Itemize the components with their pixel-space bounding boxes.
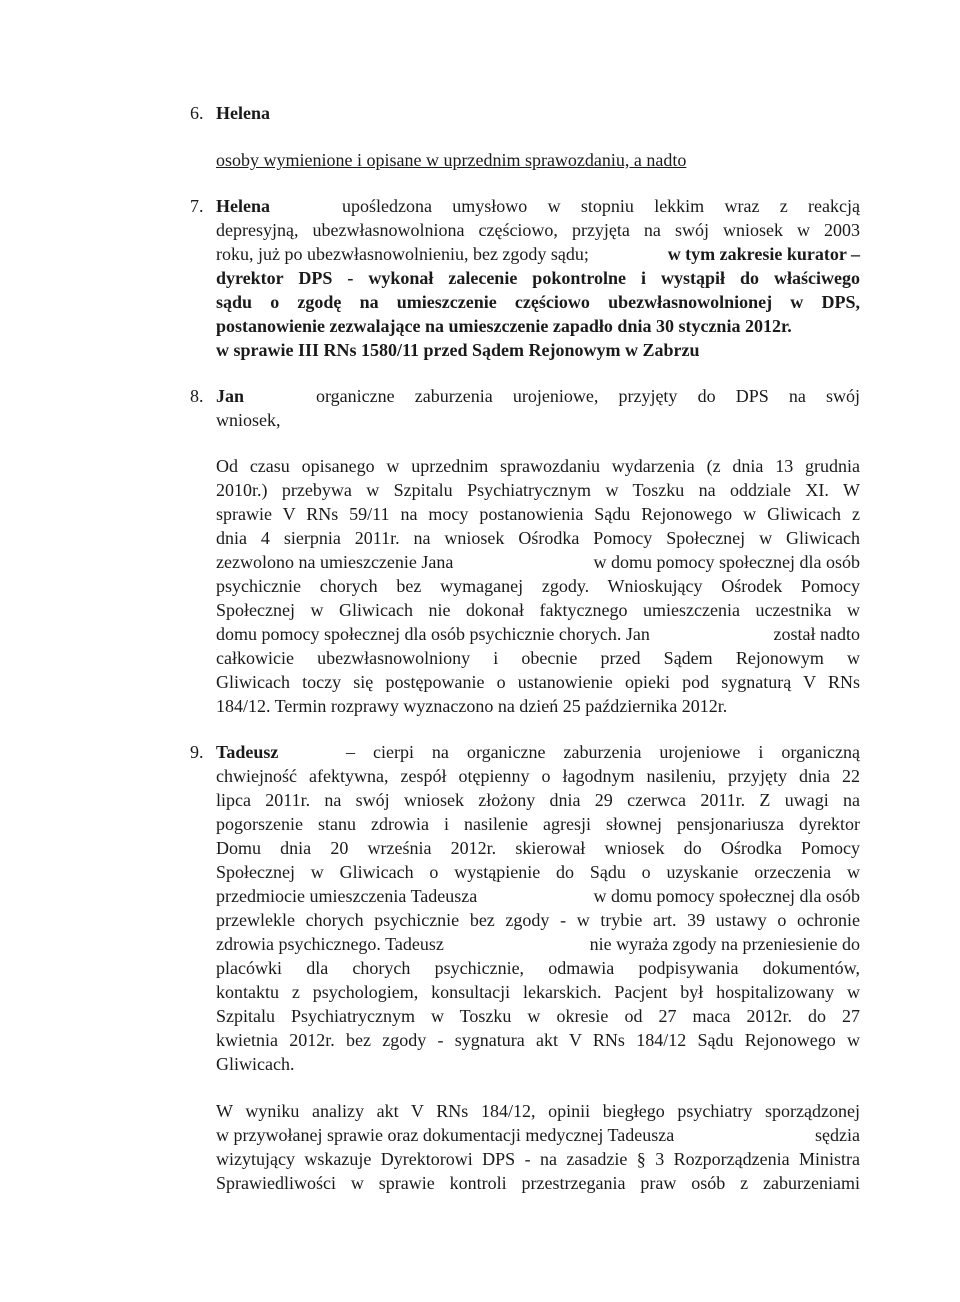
- item-number: 6.: [190, 103, 204, 123]
- item-number: 8.: [190, 386, 204, 406]
- text-line: lipca 2011r. na swój wniosek złożony dnia 29 czerwca 2011r. Z uwagi na: [216, 790, 860, 810]
- text-line: Społecznej w Gliwicach nie dokonał faktycznego umieszczenia uczestnika w: [216, 600, 860, 620]
- text-line: sędzia: [815, 1125, 860, 1145]
- text-line: Gliwicach toczy się postępowanie o ustanowienie opieki pod sygnaturą V RNs: [216, 672, 860, 692]
- text-line: wizytujący wskazuje Dyrektorowi DPS - na zasadzie § 3 Rozporządzenia Ministra: [216, 1149, 860, 1169]
- text-line: całkowicie ubezwłasnowolniony i obecnie przed Sądem Rejonowym w: [216, 648, 860, 668]
- text-line-bold: w tym zakresie kurator –: [667, 244, 860, 264]
- text-line: placówki dla chorych psychicznie, odmawia podpisywania dokumentów,: [216, 958, 860, 978]
- text-line-bold: dyrektor DPS - wykonał zalecenie pokontrolne i wystąpił do właściwego: [216, 268, 860, 288]
- text-line: Sprawiedliwości w sprawie kontroli przestrzegania praw osób z zaburzeniami: [216, 1173, 860, 1193]
- text-line: Domu dnia 20 września 2012r. skierował wniosek do Ośrodka Pomocy: [216, 838, 860, 858]
- text-line: chwiejność afektywna, zespół otępienny o łagodnym nasileniu, przyjęty dnia 22: [216, 766, 860, 786]
- text-line: roku, już po ubezwłasnowolnieniu, bez zgody sądu;: [216, 244, 589, 264]
- text-line: sprawie V RNs 59/11 na mocy postanowienia Sądu Rejonowego w Gliwicach z: [216, 504, 860, 524]
- text-line: kontaktu z psychologiem, konsultacji lekarskich. Pacjent był hospitalizowany w: [216, 982, 860, 1002]
- text-line: kwietnia 2012r. bez zgody - sygnatura akt V RNs 184/12 Sądu Rejonowego w: [216, 1030, 860, 1050]
- text-line: przedmiocie umieszczenia Tadeusza: [216, 886, 478, 906]
- text-line: wniosek,: [216, 410, 281, 430]
- item-number: 7.: [190, 196, 204, 216]
- text-line: pogorszenie stanu zdrowia i nasilenie agresji słownej pensjonariusza dyrektor: [216, 814, 860, 834]
- text-line: domu pomocy społecznej dla osób psychicznie chorych. Jan: [216, 624, 650, 644]
- text-line: organiczne zaburzenia urojeniowe, przyjęty do DPS na swój: [316, 386, 860, 406]
- text-line: zdrowia psychicznego. Tadeusz: [216, 934, 444, 954]
- text-line-bold: w sprawie III RNs 1580/11 przed Sądem Rejonowym w Zabrzu: [216, 340, 700, 360]
- text-line: nie wyraża zgody na przeniesienie do: [589, 934, 860, 954]
- text-line: Szpitalu Psychiatrycznym w Toszku w okresie od 27 maca 2012r. do 27: [216, 1006, 860, 1026]
- text-line: Gliwicach.: [216, 1054, 295, 1074]
- item-number: 9.: [190, 742, 204, 762]
- text-line: w domu pomocy społecznej dla osób: [593, 552, 860, 572]
- text-line: przewlekle chorych psychicznie bez zgody - w trybie art. 39 ustawy o ochronie: [216, 910, 860, 930]
- person-name: Helena: [216, 103, 270, 123]
- text-line: Od czasu opisanego w uprzednim sprawozdaniu wydarzenia (z dnia 13 grudnia: [216, 456, 860, 476]
- text-line: osoby wymienione i opisane w uprzednim sprawozdaniu, a nadto: [216, 150, 687, 170]
- text-line: dnia 4 sierpnia 2011r. na wniosek Ośrodka Pomocy Społecznej w Gliwicach: [216, 528, 860, 548]
- text-line-bold: postanowienie zezwalające na umieszczenie zapadło dnia 30 stycznia 2012r.: [216, 316, 792, 336]
- text-line: w domu pomocy społecznej dla osób: [593, 886, 860, 906]
- text-line: 184/12. Termin rozprawy wyznaczono na dzień 25 października 2012r.: [216, 696, 728, 716]
- text-line: – cierpi na organiczne zaburzenia urojeniowe i organiczną: [346, 742, 860, 762]
- text-line: 2010r.) przebywa w Szpitalu Psychiatrycznym w Toszku na oddziale XI. W: [216, 480, 860, 500]
- text-line: został nadto: [773, 624, 860, 644]
- person-name: Jan: [216, 386, 245, 406]
- text-line: upośledzona umysłowo w stopniu lekkim wraz z reakcją: [342, 196, 860, 216]
- person-name: Helena: [216, 196, 270, 216]
- text-line: depresyjną, ubezwłasnowolniona częściowo, przyjęta na swój wniosek w 2003: [216, 220, 860, 240]
- text-line: psychicznie chorych bez wymaganej zgody. Wnioskujący Ośrodek Pomocy: [216, 576, 860, 596]
- text-line-bold: sądu o zgodę na umieszczenie częściowo ubezwłasnowolnionej w DPS,: [216, 292, 860, 312]
- text-line: Społecznej w Gliwicach o wystąpienie do Sądu o uzyskanie orzeczenia w: [216, 862, 860, 882]
- text-line: w przywołanej sprawie oraz dokumentacji medycznej Tadeusza: [216, 1125, 675, 1145]
- text-line: zezwolono na umieszczenie Jana: [216, 552, 454, 572]
- person-name: Tadeusz: [216, 742, 279, 762]
- text-line: W wyniku analizy akt V RNs 184/12, opinii biegłego psychiatry sporządzonej: [216, 1101, 860, 1121]
